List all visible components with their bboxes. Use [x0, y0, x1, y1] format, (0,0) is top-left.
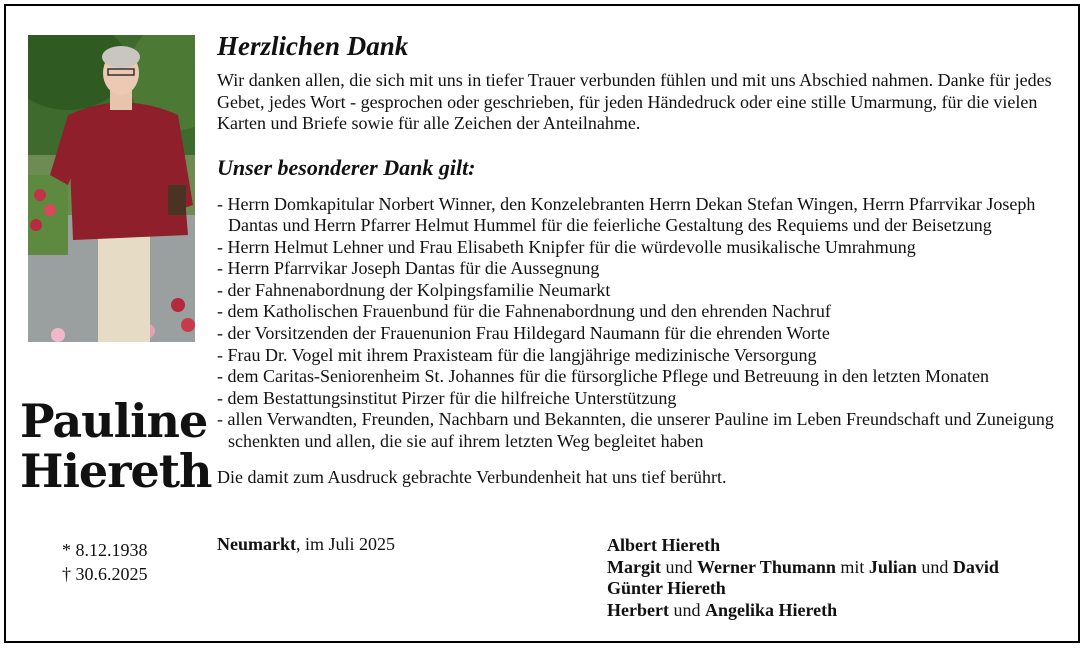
signer-line: Herbert und Angelika Hiereth	[607, 599, 838, 620]
main-text	[217, 28, 1067, 488]
thanks-item: - Herrn Helmut Lehner und Frau Elisabeth Knipfer für die würdevolle musikalische Umrahmung	[217, 236, 916, 257]
subheading: Unser besonderer Dank gilt:	[217, 154, 476, 180]
heading: Herzlichen Dank	[217, 31, 409, 61]
thanks-item: - allen Verwandten, Freunden, Nachbarn und Bekannten, die unserer Pauline im Leben Freundschaft und Zuneigung schenkten und allen, die sie auf ihrem letzten Weg begleitet haben	[217, 409, 1054, 452]
last-name: Hiereth	[20, 444, 212, 498]
intro-paragraph: Wir danken allen, die sich mit uns in tiefer Trauer verbunden fühlen und mit uns Abschied nahmen. Danke für jedes Gebet, jedes Wort - gesprochen oder geschrieben, für jeden Händedruck oder eine stille Umarmung, für die vielen Karten und Briefe sowie für alle Zeichen der Anteilnahme.	[217, 70, 1052, 133]
thanks-item: - dem Caritas-Seniorenheim St. Johannes für die fürsorgliche Pflege und Betreuung in den letzten Monaten	[217, 366, 989, 387]
thanks-item: - der Fahnenabordnung der Kolpingsfamilie Neumarkt	[217, 279, 611, 300]
portrait-photo	[28, 35, 195, 342]
place-date	[217, 533, 395, 555]
first-name: Pauline	[20, 394, 208, 448]
signer-line: Margit und Werner Thumann mit Julian und David	[607, 556, 999, 577]
thanks-item: - Frau Dr. Vogel mit ihrem Praxisteam für die langjährige medizinische Versorgung	[217, 344, 817, 365]
thanks-item: - dem Katholischen Frauenbund für die Fahnenabordnung und den ehrenden Nachruf	[217, 301, 831, 322]
thanks-item: - Herrn Domkapitular Norbert Winner, den Konzelebranten Herrn Dekan Stefan Wingen, Herrn Pfarrvikar Joseph Dantas und Herrn Pfarrer Helmut Hummel für die feierliche Gestaltung des Requiems und der Beisetzung	[217, 193, 1036, 236]
closing-sentence: Die damit zum Ausdruck gebrachte Verbundenheit hat uns tief berührt.	[217, 466, 727, 487]
thanks-item: - der Vorsitzenden der Frauenunion Frau Hildegard Naumann für die ehrenden Worte	[217, 323, 830, 344]
signer-line: Günter Hiereth	[607, 578, 726, 598]
thanks-item: - Herrn Pfarrvikar Joseph Dantas für die Aussegnung	[217, 258, 600, 279]
signer-line: Albert Hiereth	[607, 535, 721, 555]
thanks-list	[217, 194, 1067, 453]
portrait-image	[28, 35, 195, 342]
thanks-item: - dem Bestattungsinstitut Pirzer für die hilfreiche Unterstützung	[217, 387, 677, 408]
place-date-text: , im Juli 2025	[296, 534, 396, 554]
place-city: Neumarkt	[217, 534, 296, 554]
death-date: † 30.6.2025	[62, 564, 148, 584]
life-dates	[62, 538, 148, 586]
deceased-name	[20, 394, 212, 498]
signers-block	[607, 535, 999, 621]
birth-date: * 8.12.1938	[62, 540, 148, 560]
